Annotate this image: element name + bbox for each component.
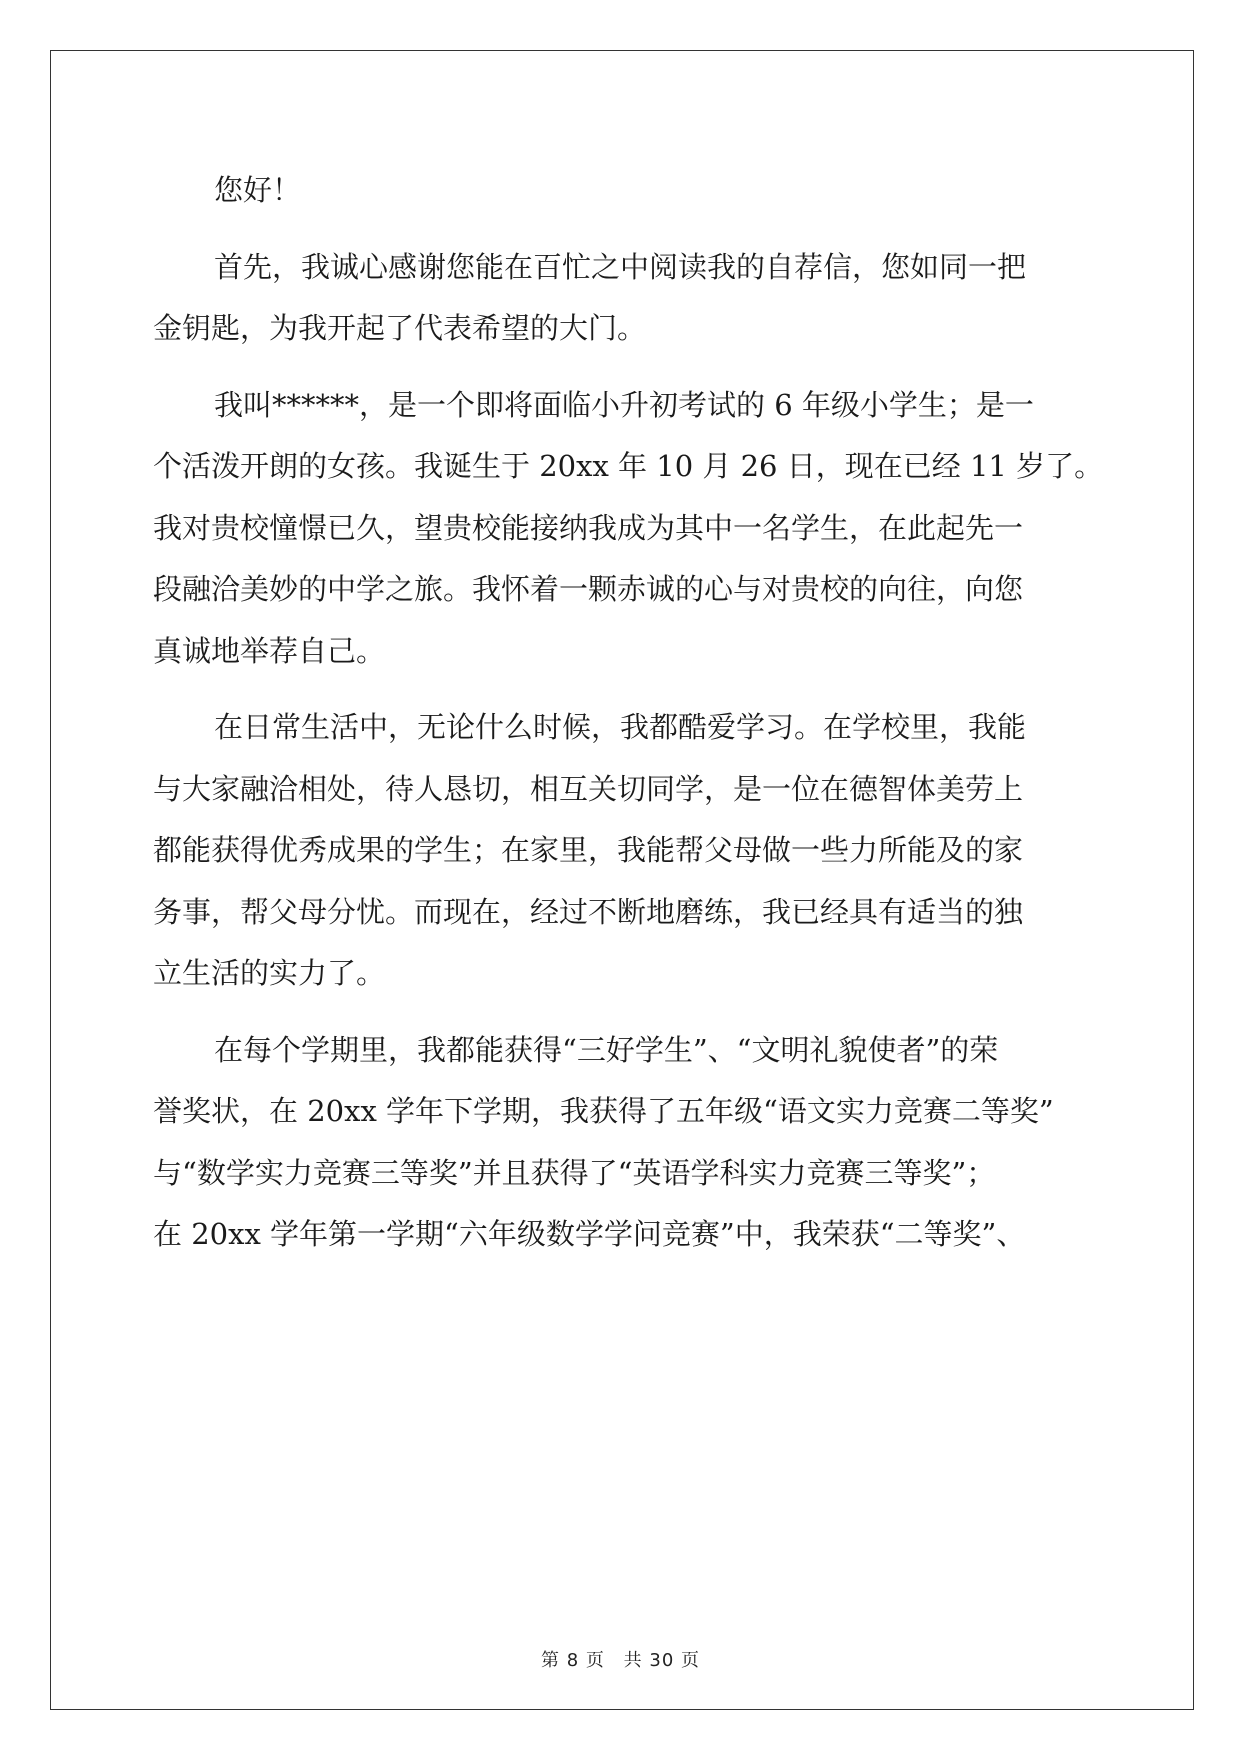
text-line: 在 20xx 学年第一学期“六年级数学学问竞赛”中，我荣获“二等奖”、 (153, 1217, 1026, 1251)
text-line: 立生活的实力了。 (153, 956, 386, 990)
text-line: 誉奖状，在 20xx 学年下学期，我获得了五年级“语文实力竞赛二等奖” (153, 1094, 1054, 1128)
text-line-content: 在日常生活中，无论什么时候，我都酷爱学习。在学校里，我能 (214, 710, 1027, 744)
text-line: 与“数学实力竞赛三等奖”并且获得了“英语学科实力竞赛三等奖”； (153, 1155, 996, 1190)
page-total: 共 30 页 (623, 1650, 700, 1671)
paragraph (153, 1020, 1093, 1266)
text-line: 都能获得优秀成果的学生；在家里，我能帮父母做一些力所能及的家 (153, 833, 1024, 867)
paragraph (153, 375, 1104, 683)
text-line: 我对贵校憧憬已久，望贵校能接纳我成为其中一名学生，在此起先一 (153, 510, 1024, 545)
text-line (153, 237, 1093, 299)
text-line-content: 您好！ (214, 173, 302, 207)
page-number: 第 8 页 (541, 1650, 605, 1671)
document-body (153, 160, 1104, 1281)
paragraph (153, 237, 1093, 360)
text-line: 个活泼开朗的女孩。我诞生于 20xx 年 10 月 26 日，现在已经 11 岁了。 (153, 449, 1104, 483)
text-line-content: 我叫******，是一个即将面临小升初考试的 6 年级小学生；是一 (214, 387, 1034, 422)
text-line: 真诚地举荐自己。 (153, 633, 386, 668)
text-line (153, 160, 1093, 222)
text-line (153, 697, 1093, 759)
paragraph (153, 697, 1093, 1005)
text-line: 金钥匙，为我开起了代表希望的大门。 (153, 311, 647, 345)
text-line-content: 在每个学期里，我都能获得“三好学生”、“文明礼貌使者”的荣 (214, 1032, 999, 1067)
text-line: 务事，帮父母分忧。而现在，经过不断地磨练，我已经具有适当的独 (153, 894, 1024, 929)
text-line-content: 首先，我诚心感谢您能在百忙之中阅读我的自荐信，您如同一把 (214, 249, 1027, 284)
text-line: 段融洽美妙的中学之旅。我怀着一颗赤诚的心与对贵校的向往，向您 (153, 572, 1024, 606)
text-line: 与大家融洽相处，待人恳切，相互关切同学，是一位在德智体美劳上 (153, 771, 1024, 806)
text-line (153, 1020, 1093, 1082)
text-line (153, 375, 1093, 437)
paragraph-greeting (153, 160, 1093, 222)
page-footer (0, 1646, 1241, 1672)
